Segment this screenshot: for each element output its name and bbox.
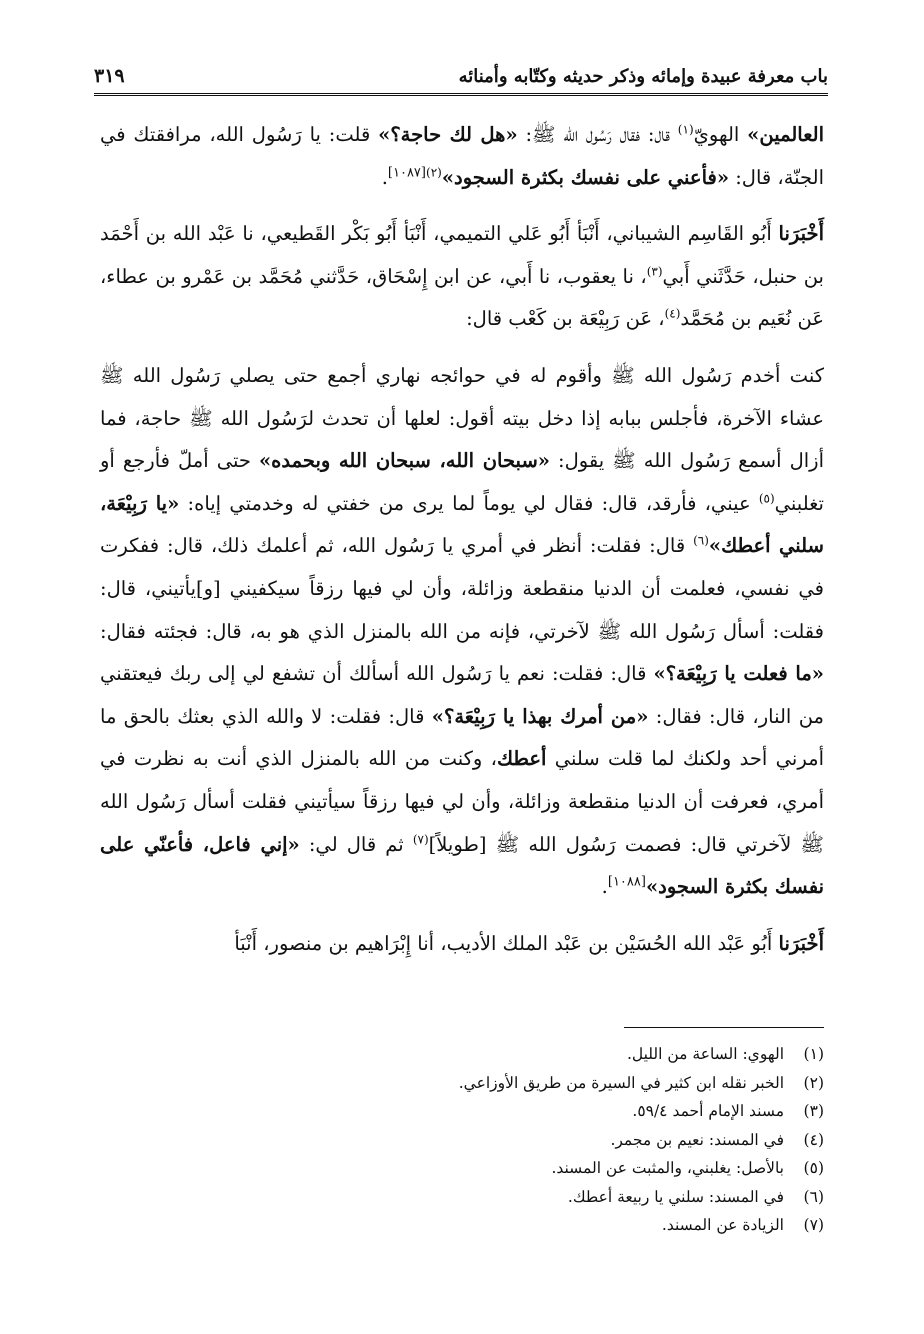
footnote-number: (٥) [803,1159,824,1177]
footnote-number: (٢) [803,1073,824,1092]
footnote-text: الزيادة عن المسند. [661,1216,784,1234]
hadith-quote: «هل لك حاجة؟» [378,123,518,146]
footnote-marker: (٦) [693,533,709,548]
footnote-marker: (٥) [758,491,775,506]
page-number: ٣١٩ [94,65,125,87]
reference-number: [١٠٨٨] [607,874,646,890]
footnote-separator [624,1027,824,1028]
footnote-item [100,1040,824,1069]
footnote-text: في المسند: سلني يا ربيعة أعطك. [567,1187,784,1206]
bold-text: العالمين» [747,123,824,146]
text-run: قال: فقلت: أنظر في أمري يا رَسُول الله، ثم أعلمك ذلك، قال: ففكرت في نفسي، فعلمت أن الدنيا منقطعة وزائلة، وأن لي فيها رزقاً سيكفيني [و]يأتيني، قال: فقلت: أسأل رَسُول الله ﷺ لآخرتي، فإنه من الله بالمنزل الذي هو به، قال: فجئته فقال: [100,534,824,643]
text-run: ، وكنت من الله بالمنزل الذي أنت به نظرت في أمري، فعرفت أن الدنيا منقطعة وزائلة، وأن لي فيها رزقاً سيأتيني فقلت أسأل رَسُول الله ﷺ لآخرتي قال: فصمت رَسُول الله ﷺ [طويلاً] [100,747,824,856]
footnote-item [100,1183,824,1212]
footnote-text: الهوي: الساعة من الليل. [626,1045,784,1063]
hadith-quote: «ما فعلت يا رَبِيْعَة؟» [653,662,824,686]
footnote-number: (٧) [803,1216,824,1234]
footnote-item [100,1126,824,1155]
footnote-number: (١) [803,1045,824,1063]
text-run: قلت: يا رَسُول الله، مرافقتك في الجنّة، قال: [100,123,824,189]
footnotes [100,1040,824,1240]
text-run: أَبُو عَبْد الله الحُسَيْن بن عَبْد الملك الأديب، أنا إِبْرَاهيم بن منصور، أَنْبَأ [234,931,779,955]
bold-text: أعطك [496,747,547,771]
footnote-item [100,1097,824,1126]
text-run: حتى أملّ فأرجع أو تغلبني [100,449,824,515]
footnote-item [100,1069,824,1098]
page-header [94,52,828,96]
text-run: . [381,165,388,189]
text-run: قال: فقلت: نعم يا رَسُول الله أسألك أن تشفع لي إلى ربك فيعتقني من النار، قال: فقال: [100,662,824,728]
footnote-text: بالأصل: يغلبني، والمثبت عن المسند. [551,1159,784,1177]
hadith-quote: «فأعني على نفسك بكثرة السجود» [441,165,730,189]
paragraph-2 [100,213,824,341]
footnote-marker: (٢) [426,165,442,180]
footnote-number: (٦) [803,1187,824,1206]
chain-lead-word: أَخْبَرَنا [778,931,824,955]
footnote-marker: (٣) [646,264,663,279]
footnote-item [100,1154,824,1183]
hadith-quote: «من أمرك بهذا يا رَبِيْعَة؟» [431,704,649,728]
text-run: كنت أخدم رَسُول الله ﷺ وأقوم له في حوائجه نهاري أجمع حتى يصلي رَسُول الله ﷺ عشاء الآخرة، فأجلس ببابه إذا دخل بيته أقول: لعلها أن تحدث لرَسُول الله ﷺ حاجة، فما أزال أسمع رَسُول الله ﷺ يقول: [100,363,824,473]
text-run: ، عَن رَبِيْعَة بن كَعْب قال: [466,307,665,331]
footnote-marker: (١) [677,122,694,137]
text-run: . [601,875,608,899]
footnote-item [100,1211,824,1240]
footnote-number: (٤) [803,1130,824,1149]
hadith-quote: «سبحان الله، سبحان الله وبحمده» [258,449,550,473]
text-run: قال: فقلت: لا والله الذي بعثك بالحق ما أمرني أحد ولكنك لما قلت سلني [100,704,824,771]
reference-number: [١٠٨٧] [387,165,426,181]
footnote-text: الخبر نقله ابن كثير في السيرة من طريق الأوزاعي. [458,1073,784,1092]
hadith-quote: «يا رَبِيْعَة، سلني أعطك» [100,491,824,558]
paragraph-3 [100,355,824,909]
hadith-quote: «إني فاعل، فأعنّي على نفسك بكثرة السجود» [100,832,824,899]
text-run: ثم قال لي: [299,832,413,856]
footnote-marker: (٤) [664,306,681,321]
main-text [100,114,824,965]
text-run: عيني، فأرقد، قال: فقال لي يوماً لما يرى من خفتي له وخدمتي إياه: [179,491,759,515]
running-title: باب معرفة عبيدة وإمائه وذكر حديثه وكتّابه وأمنائه [458,66,828,87]
footnote-text: مسند الإمام أحمد ٥٩/٤. [632,1102,784,1120]
text-run: الهويّ [693,123,748,146]
text-run: ، نا يعقوب، نا أَبي، عن ابن إِسْحَاق، حَدَّثني مُحَمَّد بن عَمْرو بن عطاء، عَن نُعَيم بن مُحَمَّد [100,264,824,331]
text-run: أَبُو القَاسِم الشيباني، أَنْبَأ أَبُو عَلي التميمي، أَنْبَأ أَبُو بَكْر القَطيعي، نا عَبْد الله بن أَحْمَد بن حنبل، حَدَّثَني أَبي [100,222,824,288]
paragraph-1 [100,114,824,199]
footnote-number: (٣) [803,1102,824,1120]
paragraph-4 [100,923,824,966]
text-run: قال: فقال رَسُول الله ﷺ: [517,123,678,146]
chain-lead-word: أَخْبَرَنا [778,222,824,246]
footnote-marker: (٧) [412,832,429,846]
footnote-text: في المسند: نعيم بن مجمر. [610,1130,784,1149]
